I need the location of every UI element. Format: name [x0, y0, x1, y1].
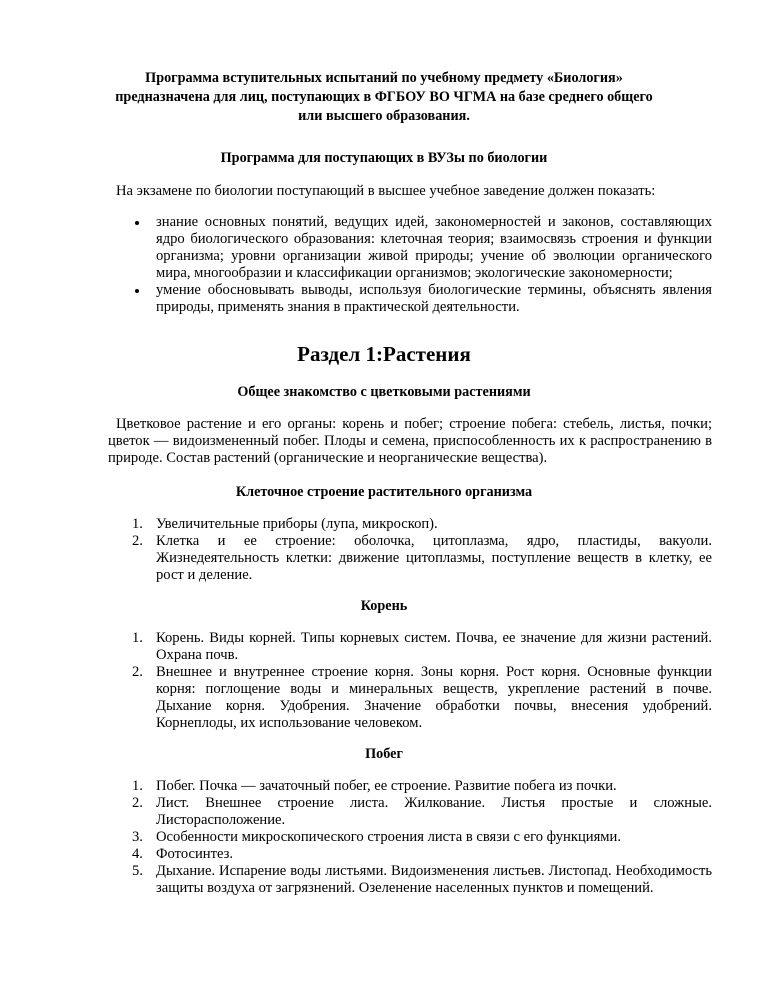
list-item: 2. Внешнее и внутреннее строение корня. Зоны корня. Рост корня. Основные функции корня: поглощение воды и минеральных веществ, укрепление растений в почве. Дыхание корня. Удобрения. Значение обработки почвы, внесения удобрений. Корнеплоды, их использование человеком.	[132, 664, 712, 731]
exam-intro: На экзамене по биологии поступающий в высшее учебное заведение должен показать:	[116, 183, 656, 199]
general-heading: Общее знакомство с цветковыми растениями	[237, 384, 531, 400]
bullet-icon	[135, 221, 139, 225]
requirement-item: знание основных понятий, ведущих идей, закономерностей и законов, составляющих ядро биологического образования: клеточная теория; взаимосвязь строения и функции организма; уровни организации живой природы; учение об эволюции органического мира, многообразии и классификации организмов; экологические закономерности;	[156, 214, 712, 282]
program-title: Программа для поступающих в ВУЗы по биологии	[220, 150, 548, 166]
intro-line-3: или высшего образования.	[298, 108, 470, 124]
intro-line-1: Программа вступительных испытаний по учебному предмету «Биология»	[145, 70, 623, 86]
intro-line-2: предназначена для лиц, поступающих в ФГБОУ ВО ЧГМА на базе среднего общего	[115, 89, 653, 105]
list-item: 1. Побег. Почка — зачаточный побег, ее строение. Развитие побега из почки.	[132, 778, 617, 794]
shoot-list	[132, 778, 712, 897]
list-item: 4. Фотосинтез.	[132, 846, 234, 862]
shoot-heading: Побег	[365, 746, 403, 762]
cell-heading: Клеточное строение растительного организма	[235, 484, 533, 500]
list-item: 2. Лист. Внешнее строение листа. Жилкование. Листья простые и сложные. Листорасположение.	[132, 795, 712, 828]
cell-list	[132, 516, 712, 584]
list-item: 3. Особенности микроскопического строения листа в связи с его функциями.	[132, 829, 621, 845]
list-item: 5. Дыхание. Испарение воды листьями. Видоизменения листьев. Листопад. Необходимость защиты воздуха от загрязнений. Озеленение населенных пунктов и помещений.	[132, 863, 712, 896]
requirements-list	[156, 214, 712, 316]
general-paragraph: Цветковое растение и его органы: корень и побег; строение побега: стебель, листья, почки; цветок — видоизмененный побег. Плоды и семена, приспособленность их к распространению в природе. Состав растений (органические и неорганические вещества).	[108, 416, 712, 466]
intro-heading	[100, 69, 668, 126]
list-item: 1. Корень. Виды корней. Типы корневых систем. Почва, ее значение для жизни растений. Охрана почв.	[132, 630, 712, 663]
root-list	[132, 630, 712, 732]
list-item: 1. Увеличительные приборы (лупа, микроскоп).	[132, 516, 438, 532]
bullet-icon	[135, 289, 139, 293]
section-title: Раздел 1:Растения	[297, 342, 471, 366]
list-item: 2. Клетка и ее строение: оболочка, цитоплазма, ядро, пластиды, вакуоли. Жизнедеятельность клетки: движение цитоплазмы, поступление веществ в клетку, ее рост и деление.	[132, 533, 712, 583]
requirement-item: умение обосновывать выводы, используя биологические термины, объяснять явления природы, применять знания в практической деятельности.	[156, 282, 712, 316]
root-heading: Корень	[360, 598, 408, 614]
